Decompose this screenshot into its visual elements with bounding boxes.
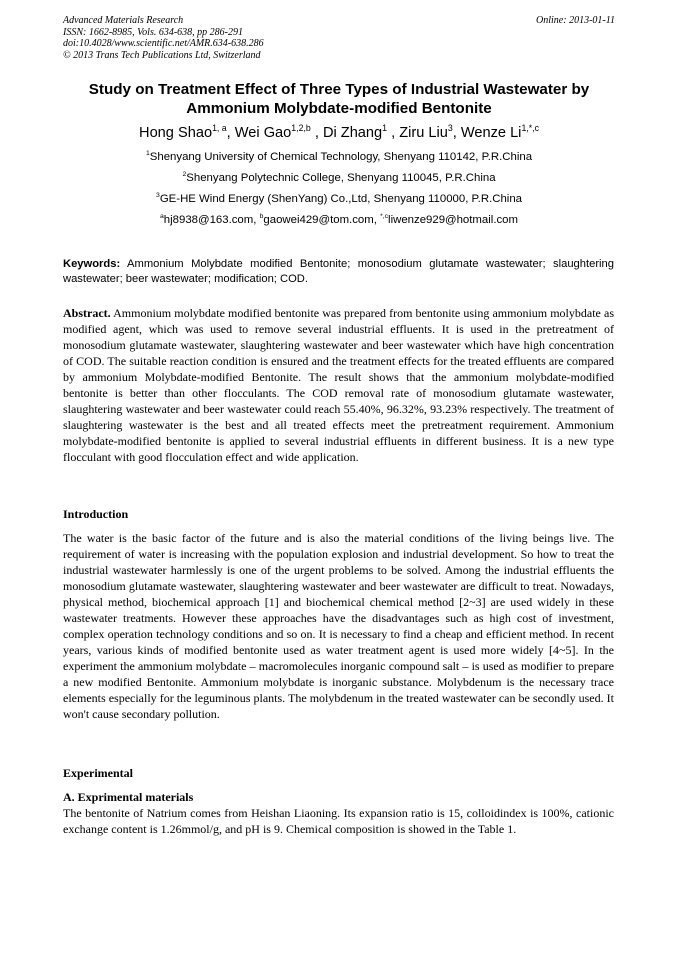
abstract-label: Abstract. — [63, 306, 111, 320]
email-sup: a — [159, 213, 164, 221]
email-a[interactable]: hj8938@163.com, — [163, 214, 260, 226]
affiliation-text: Shenyang Polytechnic College, Shenyang 110045, P.R.China — [186, 172, 496, 184]
email-sup: *,c — [380, 213, 389, 221]
materials-text: The bentonite of Natrium comes from Heishan Liaoning. Its expansion ratio is 15, colloidindex is 100%, cationic exchange content is 1.26mmol/g, and pH is 9. Chemical composition is showed in the Table 1. — [63, 806, 614, 836]
materials-subheading: A. Exprimental materials — [63, 790, 194, 804]
author-sup: 3 — [447, 123, 453, 134]
author-name: Wei Gao — [234, 125, 292, 141]
affiliation-sup: 3 — [156, 192, 160, 200]
abstract — [63, 305, 614, 465]
keywords-label: Keywords: — [63, 258, 121, 270]
introduction-text: The water is the basic factor of the future and is also the material conditions of the living beings live. The requirement of water is increasing with the population explosion and industrial development. So how to treat the industrial wastewater harmlessly is one of the urgent problems to be solved. Among the industrial effluents the monosodium glutamate wastewater, slaughtering wastewater and beer wastewater are difficult to treat. Nowadays, physical method, biochemical approach [1] and biochemical chemical method [2~3] are used widely in these wastewater treatments. However these approaches have the disadvantages such as high cost of investment, complex operation technology conditions and so on. It is necessary to find a cheap and efficient method. In recent years, various kinds of modified bentonite used as water treatment agent is used more widely [4~5]. In the experiment the ammonium molybdate – macromolecules inorganic compound salt – is used as modifier to prepare a new modified Bentonite. Ammonium molybdate is inorganic substance. Molybdenum is the necessary trace elements especially for the leguminous plants. The molybdenum in the treated wastewater can be secondly used. It won't cause secondary pollution. — [63, 531, 614, 721]
affiliation-sup: 2 — [182, 171, 187, 179]
affiliation-text: GE-HE Wind Energy (ShenYang) Co.,Ltd, Shenyang 110000, P.R.China — [159, 193, 522, 205]
affiliation-text: Shenyang University of Chemical Technology, Shenyang 110142, P.R.China — [149, 151, 533, 163]
doi[interactable]: doi:10.4028/www.scientific.net/AMR.634-638.286 — [63, 38, 264, 49]
abstract-text: Ammonium molybdate modified bentonite was prepared from bentonite using ammonium molybdate as modified agent, which was used to remove several industrial effluents. It is used in the pretreatment of monosodium glutamate wastewater, slaughtering wastewater and beer wastewater which have high concentration of COD. The suitable reaction condition is ensured and the treatment effects for the treated effluents are compared by ammonium Molybdate-modified Bentonite. The result shows that the ammonium molybdate-modified bentonite is better than other flocculants. The COD removal rate of monosodium glutamate wastewater, slaughtering wastewater and beer wastewater could reach 55.40%, 96.32%, 93.23% respectively. The treatment of slaughtering wastewater is the best and all treated effects meet the pretreatment requirement. Ammonium molybdate-modified bentonite is applied to several industrial effluents in different business. It is a new type flocculant with good flocculation effect and wide application. — [63, 306, 614, 464]
keywords-text: Ammonium Molybdate modified Bentonite; monosodium glutamate wastewater; slaughtering wastewater; beer wastewater; modification; COD. — [63, 258, 614, 285]
title-line-1: Study on Treatment Effect of Three Types of Industrial Wastewater by — [88, 81, 590, 98]
author-name: Di Zhang — [322, 125, 383, 141]
author-sep: , — [310, 125, 323, 141]
author-sup: 1,*,c — [521, 123, 539, 134]
paper-title — [40, 81, 638, 118]
email-b[interactable]: gaowei429@tom.com, — [263, 214, 381, 226]
experimental-heading: Experimental — [63, 766, 133, 780]
email-line — [20, 213, 658, 227]
introduction-heading: Introduction — [63, 507, 129, 521]
author-sep: , — [452, 125, 461, 141]
affiliation-1 — [20, 150, 658, 164]
author-sup: 1, a — [212, 123, 227, 134]
author-sep: , — [226, 125, 235, 141]
email-sup: b — [259, 213, 264, 221]
author-name: Hong Shao — [139, 125, 213, 141]
author-sup: 1 — [382, 123, 388, 134]
author-name: Wenze Li — [460, 125, 522, 141]
author-name: Ziru Liu — [399, 125, 448, 141]
issn: ISSN: 1662-8985, Vols. 634-638, pp 286-291 — [63, 26, 243, 38]
title-line-2: Ammonium Molybdate-modified Bentonite — [186, 99, 492, 117]
email-c[interactable]: liwenze929@hotmail.com — [388, 214, 519, 226]
affiliation-2 — [20, 171, 658, 185]
journal-header — [63, 15, 615, 61]
journal-name: Advanced Materials Research — [63, 15, 184, 26]
keywords — [63, 257, 614, 287]
author-sup: 1,2,b — [291, 123, 311, 134]
affiliation-sup: 1 — [145, 150, 150, 158]
affiliation-3 — [20, 192, 658, 206]
author-list — [20, 124, 658, 142]
online-date: Online: 2013-01-11 — [536, 15, 615, 26]
author-sep: , — [387, 125, 400, 141]
copyright: © 2013 Trans Tech Publications Ltd, Switzerland — [63, 49, 261, 61]
